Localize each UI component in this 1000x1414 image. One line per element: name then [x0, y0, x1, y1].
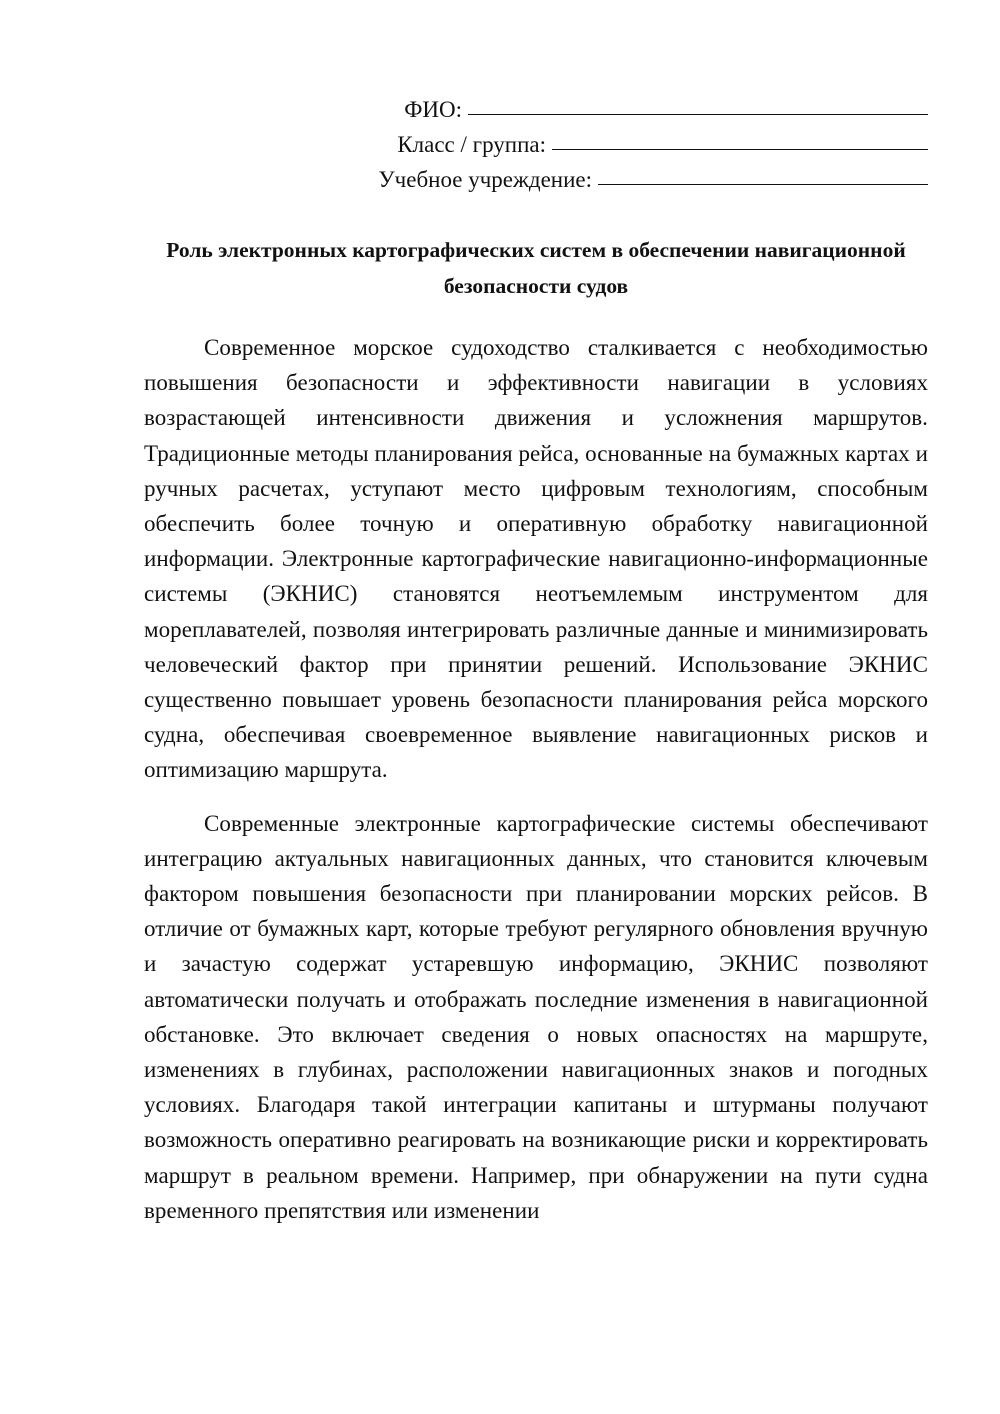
- student-info-fields: [144, 92, 928, 197]
- name-field-row: [144, 92, 928, 127]
- class-group-field-line[interactable]: [552, 127, 928, 150]
- class-group-field-row: [144, 127, 928, 162]
- document-body: [144, 330, 928, 1246]
- institution-field-line[interactable]: [598, 162, 928, 185]
- paragraph-2: Современные электронные картографические системы обеспечивают интеграцию актуальных навигационных данных, что становится ключевым фактором повышения безопасности при планировании морских рейсов. В отличие от бумажных карт, которые требуют регулярного обновления вручную и зачастую содержат устаревшую информацию, ЭКНИС позволяют автоматически получать и отображать последние изменения в навигационной обстановке. Это включает сведения о новых опасностях на маршруте, изменениях в глубинах, расположении навигационных знаков и погодных условиях. Благодаря такой интеграции капитаны и штурманы получают возможность оперативно реагировать на возникающие риски и корректировать маршрут в реальном времени. Например, при обнаружении на пути судна временного препятствия или изменении: [144, 810, 928, 1223]
- institution-field-label: Учебное учреждение:: [378, 167, 592, 192]
- institution-field-row: [144, 162, 928, 197]
- paragraph-1: Современное морское судоходство сталкивается с необходимостью повышения безопасности и эффективности навигации в условиях возрастающей интенсивности движения и усложнения маршрутов. Традиционные методы планирования рейса, основанные на бумажных картах и ручных расчетах, уступают место цифровым технологиям, способным обеспечить более точную и оперативную обработку навигационной информации. Электронные картографические навигационно-информационные системы (ЭКНИС) становятся неотъемлемым инструментом для мореплавателей, позволяя интегрировать различные данные и минимизировать человеческий фактор при принятии решений. Использование ЭКНИС существенно повышает уровень безопасности планирования рейса морского судна, обеспечивая своевременное выявление навигационных рисков и оптимизацию маршрута.: [144, 335, 928, 783]
- class-group-field-label: Класс / группа:: [397, 132, 546, 157]
- document-title: Роль электронных картографических систем в обеспечении навигационной безопасности судов: [166, 238, 906, 298]
- name-field-line[interactable]: [468, 92, 928, 115]
- name-field-label: ФИО:: [404, 97, 462, 122]
